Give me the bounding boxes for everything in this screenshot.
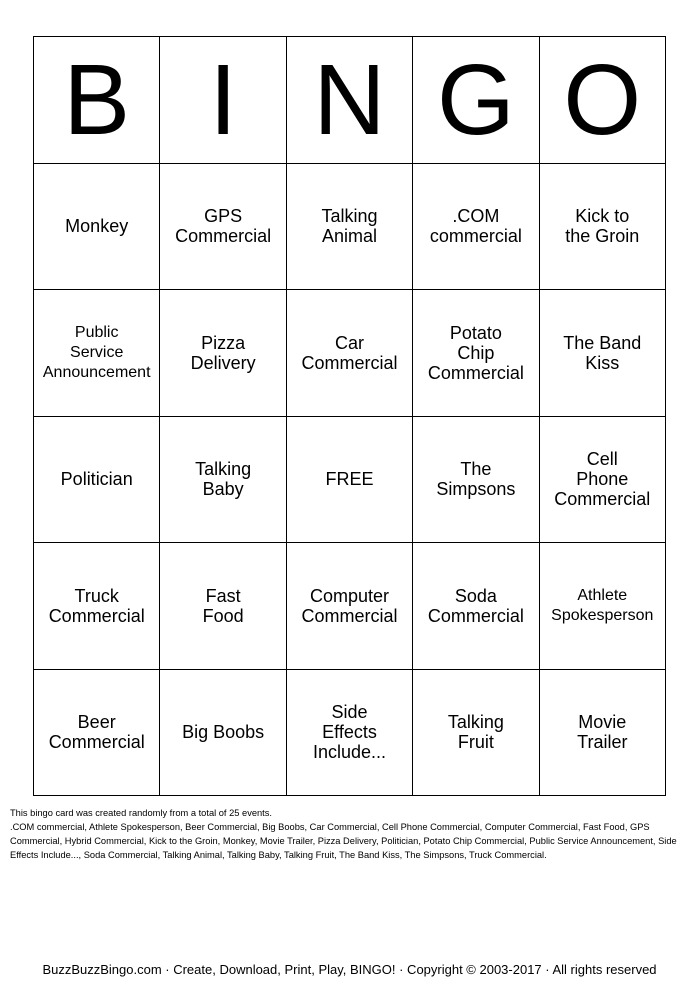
bingo-cell [34,417,160,544]
bingo-cell [540,417,666,544]
bingo-cell-text: The Band Kiss [563,332,642,373]
header-cell-n [287,37,413,164]
card-note [10,806,690,862]
header-letter-i: I [209,43,237,156]
header-letter-b: B [63,43,131,156]
bingo-cell-text: Big Boobs [182,722,265,743]
footer-text: BuzzBuzzBingo.com · Create, Download, Print, Play, BINGO! · Copyright © 2003-2017 · All rights reserved [42,962,657,977]
free-space-cell [287,417,413,544]
bingo-cell-text: The Simpsons [436,459,516,500]
header-cell-o [540,37,666,164]
header-cell-b [34,37,160,164]
bingo-cell-text: Side Effects Include... [312,702,387,763]
header-letter-g: G [436,43,515,156]
bingo-cell-text: Beer Commercial [48,712,145,753]
bingo-cell [413,417,539,544]
bingo-cell [287,543,413,670]
bingo-cell [413,290,539,417]
header-cell-i [160,37,286,164]
bingo-cell [34,290,160,417]
bingo-cell-text: GPS Commercial [175,206,272,247]
bingo-cell-text: Athlete Spokesperson [551,586,654,624]
bingo-cell [160,164,286,291]
bingo-cell-text: Talking Baby [195,459,252,500]
bingo-cell-text: Soda Commercial [427,585,524,626]
bingo-cell [34,543,160,670]
bingo-cell-text: Car Commercial [301,332,398,373]
bingo-cell [160,670,286,797]
bingo-cell-text: .COM commercial [429,206,522,247]
bingo-cell [287,164,413,291]
bingo-card [33,36,666,796]
bingo-cell [34,670,160,797]
bingo-cell [413,670,539,797]
card-note-intro: This bingo card was created randomly from a total of 25 events. [10,808,272,818]
bingo-cell-text: Monkey [65,216,129,237]
bingo-cell-text: Movie Trailer [577,712,628,753]
bingo-cell-text: Potato Chip Commercial [427,322,524,383]
bingo-cell-text: Truck Commercial [48,585,145,626]
bingo-cell-text: Kick to the Groin [565,206,640,247]
bingo-cell [540,164,666,291]
bingo-cell [540,543,666,670]
free-space-text: FREE [325,469,374,490]
bingo-cell-text: Computer Commercial [301,585,398,626]
bingo-cell [34,164,160,291]
bingo-cell [160,417,286,544]
header-letter-n: N [313,43,386,156]
header-cell-g [413,37,539,164]
bingo-cell [540,670,666,797]
bingo-cell [160,543,286,670]
bingo-cell-text: Politician [60,469,133,490]
bingo-cell-text: Talking Fruit [447,712,504,753]
bingo-cell-text: Pizza Delivery [190,332,256,373]
bingo-cell-text: Cell Phone Commercial [554,449,651,510]
bingo-cell [413,543,539,670]
bingo-cell-text: Fast Food [202,585,244,626]
bingo-cell-text: Public Service Announcement [42,323,151,381]
header-letter-o: O [563,43,642,156]
bingo-cell [160,290,286,417]
bingo-cell-text: Talking Animal [321,206,378,247]
bingo-cell [287,670,413,797]
card-note-events: .COM commercial, Athlete Spokesperson, Beer Commercial, Big Boobs, Car Commercial, Cell Phone Commercial, Computer Commercial, Fast Food, GPS Commercial, Hybrid Commercial, Kick to the Groin, Monkey, Movie Trailer, Pizza Delivery, Politician, Potato Chip Commercial, Public Service Announcement, Side Effects Include..., Soda Commercial, Talking Animal, Talking Baby, Talking Fruit, The Band Kiss, The Simpsons, Truck Commercial. [10,822,677,860]
bingo-cell [287,290,413,417]
bingo-cell [413,164,539,291]
bingo-cell [540,290,666,417]
